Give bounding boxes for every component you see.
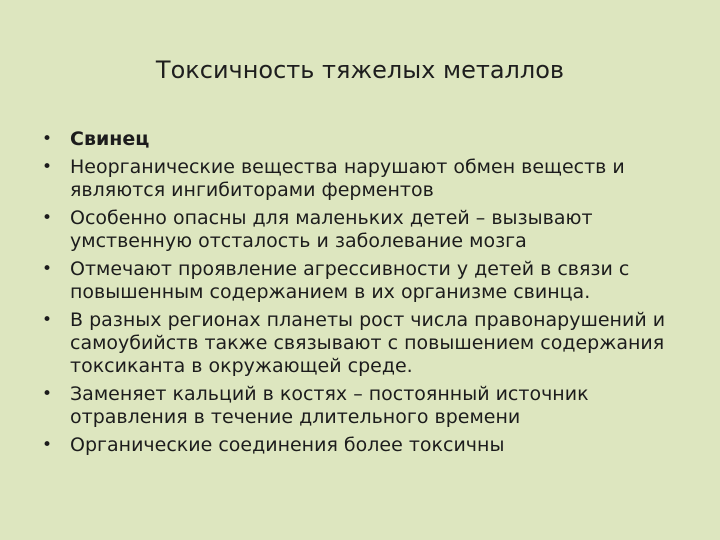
bullet-icon: • (42, 157, 53, 177)
bullet-text: Органические соединения более токсичны (70, 434, 505, 456)
bullet-icon: • (42, 129, 53, 149)
bullet-list (40, 128, 690, 462)
bullet-item (40, 434, 690, 457)
bullet-item (40, 309, 690, 378)
bullet-item (40, 207, 690, 253)
bullet-icon: • (42, 384, 53, 404)
bullet-text: Особенно опасны для маленьких детей – вызывают умственную отсталость и заболевание мозга (70, 207, 593, 252)
slide-title: Токсичность тяжелых металлов (155, 56, 565, 84)
bullet-text: Свинец (70, 128, 150, 150)
bullet-text: Заменяет кальций в костях – постоянный источник отравления в течение длительного времени (70, 383, 589, 428)
bullet-text: Неорганические вещества нарушают обмен веществ и являются ингибиторами ферментов (70, 156, 625, 201)
bullet-icon: • (42, 310, 53, 330)
bullet-item (40, 258, 690, 304)
bullet-item (40, 128, 690, 151)
bullet-icon: • (42, 208, 53, 228)
bullet-item (40, 383, 690, 429)
bullet-text: В разных регионах планеты рост числа правонарушений и самоубийств также связывают с повышением содержания токсиканта в окружающей среде. (70, 309, 666, 377)
bullet-text: Отмечают проявление агрессивности у детей в связи с повышенным содержанием в их организме свинца. (70, 258, 630, 303)
bullet-item (40, 156, 690, 202)
bullet-icon: • (42, 259, 53, 279)
bullet-icon: • (42, 435, 53, 455)
